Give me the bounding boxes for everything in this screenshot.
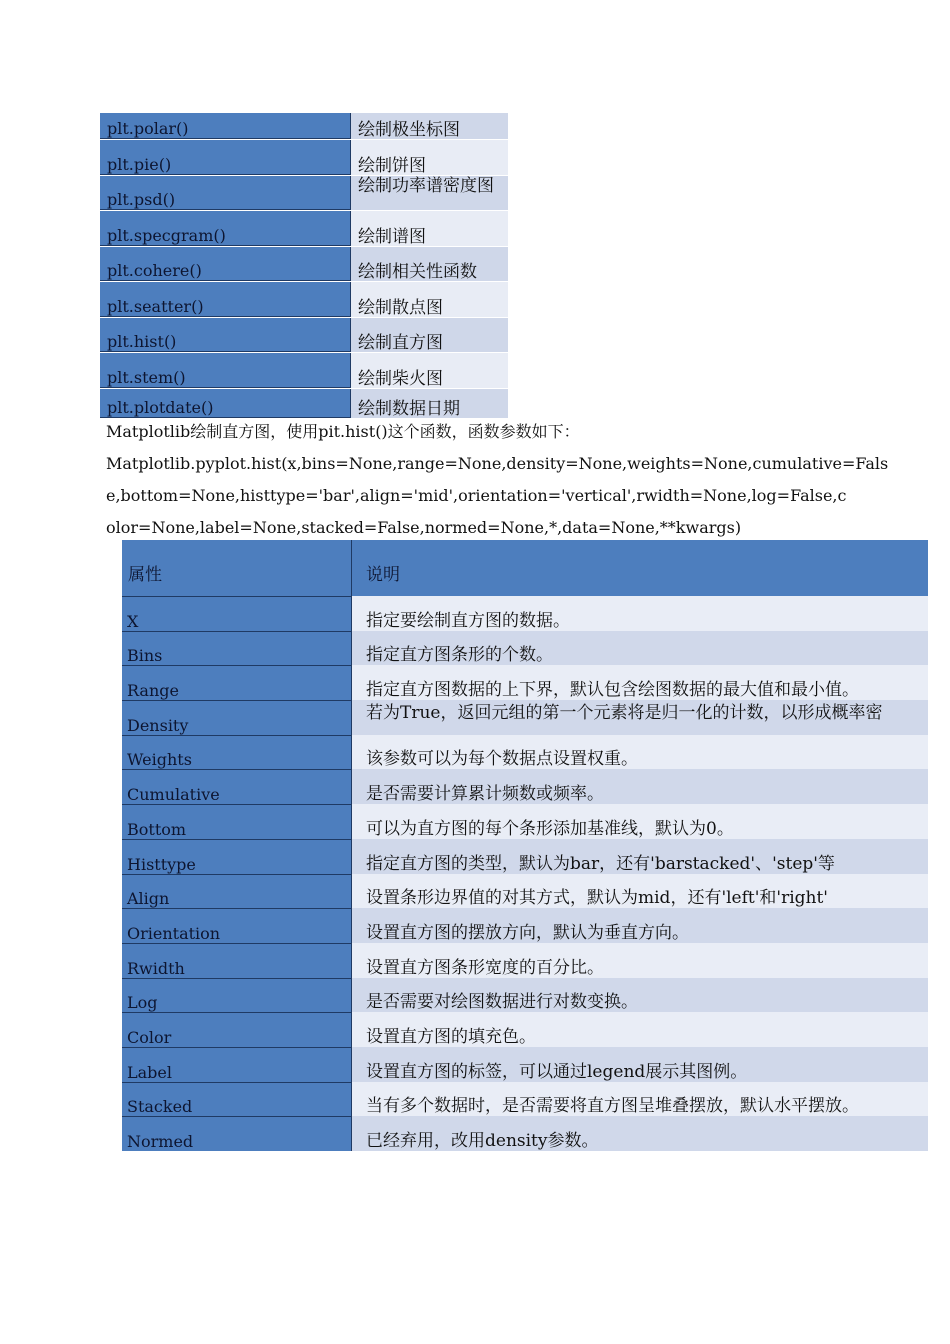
function-desc: 绘制极坐标图 — [351, 113, 508, 139]
attr-name: Normed — [122, 1116, 352, 1151]
table-row — [122, 631, 928, 666]
function-name: plt.plotdate() — [100, 389, 351, 418]
attr-desc: 指定直方图的类型，默认为bar，还有'barstacked'、'step'等 — [352, 839, 928, 874]
table-row — [122, 839, 928, 874]
table-row — [100, 113, 508, 140]
attr-name: Histtype — [122, 839, 352, 874]
attribute-rows — [122, 596, 928, 1151]
function-desc: 绘制散点图 — [351, 282, 508, 317]
table-row — [122, 1012, 928, 1047]
attr-desc: 指定直方图数据的上下界，默认包含绘图数据的最大值和最小值。 — [352, 665, 928, 700]
table-row — [100, 389, 508, 419]
attr-desc: 设置直方图条形宽度的百分比。 — [352, 943, 928, 978]
table-row — [122, 596, 928, 631]
signature-line-3: olor=None,label=None,stacked=False,normed=None,*,data=None,**kwargs) — [106, 518, 742, 537]
table-row — [122, 1082, 928, 1117]
table-row — [122, 874, 928, 909]
function-name: plt.psd() — [100, 176, 351, 210]
function-desc: 绘制柴火图 — [351, 353, 508, 388]
function-desc: 绘制相关性函数 — [351, 247, 508, 281]
table-row — [122, 700, 928, 735]
table-row — [122, 665, 928, 700]
attr-name: Orientation — [122, 908, 352, 943]
attr-desc: 设置直方图的标签，可以通过legend展示其图例。 — [352, 1047, 928, 1082]
function-name: plt.hist() — [100, 318, 351, 352]
table-row — [100, 176, 508, 211]
function-desc: 绘制数据日期 — [351, 389, 508, 418]
header-attr: 属性 — [122, 540, 352, 596]
function-name: plt.specgram() — [100, 211, 351, 246]
table-row — [122, 735, 928, 770]
function-desc: 绘制饼图 — [351, 140, 508, 175]
function-table — [100, 113, 508, 419]
attr-name: Weights — [122, 735, 352, 770]
table-header — [122, 540, 928, 596]
attr-name: Cumulative — [122, 769, 352, 804]
attr-name: Range — [122, 665, 352, 700]
function-desc: 绘制谱图 — [351, 211, 508, 246]
table-row — [100, 353, 508, 389]
attr-desc: 设置条形边界值的对其方式，默认为mid，还有'left'和'right' — [352, 874, 928, 909]
signature-line-2: e,bottom=None,histtype='bar',align='mid',orientation='vertical',rwidth=None,log=False,c — [106, 486, 847, 505]
attr-name: Stacked — [122, 1082, 352, 1117]
attr-desc: 若为True，返回元组的第一个元素将是归一化的计数，以形成概率密 — [352, 700, 928, 735]
function-name: plt.pie() — [100, 140, 351, 175]
function-name: plt.cohere() — [100, 247, 351, 281]
table-row — [122, 943, 928, 978]
table-row — [100, 247, 508, 282]
attr-name: Bins — [122, 631, 352, 666]
attr-name: Log — [122, 978, 352, 1013]
table-row — [100, 282, 508, 318]
table-row — [122, 978, 928, 1013]
function-desc: 绘制功率谱密度图 — [351, 176, 508, 210]
attr-desc: 是否需要对绘图数据进行对数变换。 — [352, 978, 928, 1013]
table-row — [122, 769, 928, 804]
attr-name: Align — [122, 874, 352, 909]
attr-name: Label — [122, 1047, 352, 1082]
attr-desc: 已经弃用，改用density参数。 — [352, 1116, 928, 1151]
function-name: plt.seatter() — [100, 282, 351, 317]
attr-desc: 可以为直方图的每个条形添加基准线，默认为0。 — [352, 804, 928, 839]
attr-desc: 设置直方图的填充色。 — [352, 1012, 928, 1047]
attr-name: Color — [122, 1012, 352, 1047]
table-row — [100, 318, 508, 353]
attr-name: Density — [122, 700, 352, 735]
header-desc: 说明 — [366, 565, 400, 585]
attr-name: Rwidth — [122, 943, 352, 978]
signature-line-1: Matplotlib.pyplot.hist(x,bins=None,range=None,density=None,weights=None,cumulative=Fals — [106, 454, 889, 473]
attr-desc: 指定要绘制直方图的数据。 — [352, 596, 928, 631]
function-desc: 绘制直方图 — [351, 318, 508, 352]
attr-name: Bottom — [122, 804, 352, 839]
attr-desc: 当有多个数据时，是否需要将直方图呈堆叠摆放，默认水平摆放。 — [352, 1082, 928, 1117]
function-name: plt.stem() — [100, 353, 351, 388]
attr-name: X — [122, 596, 352, 631]
attribute-table — [122, 540, 928, 1151]
attr-desc: 设置直方图的摆放方向，默认为垂直方向。 — [352, 908, 928, 943]
intro-paragraph: Matplotlib绘制直方图，使用pit.hist()这个函数，函数参数如下： — [106, 422, 580, 441]
attr-desc: 该参数可以为每个数据点设置权重。 — [352, 735, 928, 770]
function-name: plt.polar() — [100, 113, 351, 139]
table-row — [100, 140, 508, 176]
table-row — [122, 1047, 928, 1082]
attr-desc: 指定直方图条形的个数。 — [352, 631, 928, 666]
table-row — [122, 1116, 928, 1151]
table-row — [122, 804, 928, 839]
table-row — [100, 211, 508, 247]
table-row — [122, 908, 928, 943]
attr-desc: 是否需要计算累计频数或频率。 — [352, 769, 928, 804]
